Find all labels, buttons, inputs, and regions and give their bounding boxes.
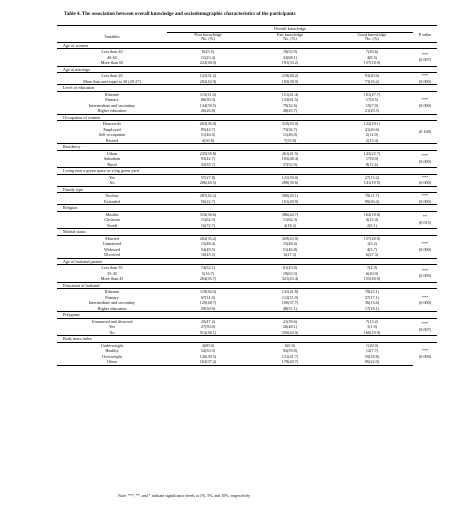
value-cell: 12(7.7): [365, 348, 379, 354]
value-cell: 2(15.4): [365, 137, 379, 143]
value-cell: 286(40.5): [199, 180, 217, 186]
section-label: Age of women: [57, 42, 437, 49]
row-label: Overweight: [102, 353, 122, 359]
value-cell: 27(50.0): [200, 324, 216, 330]
value-cell: 157(20.9): [363, 235, 381, 241]
p-value: (0.007): [418, 326, 432, 332]
value-cell: 93(42.7): [200, 156, 216, 162]
value-cell: 17(8.5): [365, 97, 379, 103]
value-cell: 141(31.2): [199, 73, 217, 79]
knowledge-column-header: Fair knowledge No. (%): [249, 32, 331, 42]
section-label: Age of husband partner: [57, 258, 437, 265]
value-cell: 112(51.9): [281, 294, 299, 300]
value-cell: 912(36.1): [199, 329, 217, 335]
value-cell: 11(46.0): [282, 132, 298, 138]
value-cell: 2(12.0): [365, 132, 379, 138]
value-cell: 263(36.0): [199, 121, 217, 127]
value-cell: 101(40.9): [281, 198, 299, 204]
value-cell: 7(53.8): [283, 137, 297, 143]
significance-stars: ***: [421, 241, 429, 247]
value-cell: 78(23.1): [364, 289, 380, 295]
value-cell: 48(51.1): [282, 305, 298, 311]
significance-stars: ***: [421, 174, 429, 180]
row-label: Yes: [108, 174, 116, 180]
p-value-header: P value: [413, 32, 437, 42]
value-cell: 54(49.5): [200, 246, 216, 252]
row-label: Widowed: [103, 246, 121, 252]
value-cell: 96(22.0): [331, 359, 413, 365]
variables-header: Variables: [57, 32, 167, 42]
value-cell: 19(63.3): [282, 270, 298, 276]
value-cell: 300(45.1): [281, 193, 299, 199]
row-label: Yes: [108, 324, 116, 330]
value-cell: 1(1.9): [366, 324, 378, 330]
significance-stars: ***: [421, 321, 429, 327]
p-value-cell: [413, 174, 437, 186]
value-cell: 74(52.1): [200, 265, 216, 271]
value-cell: 73(16.2): [364, 78, 380, 84]
value-cell: 261(41.5): [281, 150, 299, 156]
row-label: Illiterate: [104, 91, 120, 97]
p-value: (0.007): [418, 57, 432, 63]
knowledge-column-header: Poor knowledge No. (%): [167, 32, 249, 42]
column-header-row: [57, 32, 437, 42]
p-value: (0.000): [418, 102, 432, 108]
value-cell: 41(20.6): [364, 126, 380, 132]
p-value: (0.000): [418, 273, 432, 279]
significance-stars: ***: [421, 51, 429, 57]
table-title: Table 4. The association between overall knowledge and sociodemographic characteristics of the participants: [64, 12, 296, 17]
p-value-cell: [413, 49, 437, 67]
value-cell: 287(42.2): [199, 193, 217, 199]
knowledge-table: [57, 25, 437, 366]
value-cell: 160(19.9): [363, 329, 381, 335]
value-cell: 37(17.1): [364, 294, 380, 300]
p-value-cell: [413, 342, 437, 365]
row-label: Primary: [105, 294, 119, 300]
row-label: Intermediate and secondary: [88, 102, 136, 108]
value-cell: 223(38.9): [199, 60, 217, 66]
section-label: Body mass index: [57, 336, 437, 343]
row-label: Housewife: [102, 121, 122, 127]
value-cell: 4(15.4): [365, 217, 379, 223]
value-cell: 178(40.7): [249, 359, 331, 365]
value-cell: 356(44.0): [281, 329, 299, 335]
value-cell: 27(13.2): [364, 174, 380, 180]
row-label: Primary: [105, 97, 119, 103]
value-cell: 92(59.0): [282, 348, 298, 354]
value-cell: 32(68.1): [282, 54, 298, 60]
value-cell: 101(27.7): [363, 91, 381, 97]
row-label: Higher education: [97, 305, 127, 311]
value-cell: 6(27.3): [365, 252, 379, 258]
row-label: 40-65: [107, 54, 117, 60]
row-label: Less than 20: [101, 73, 123, 79]
p-value: (0.000): [418, 246, 432, 252]
value-cell: 21(29.5): [364, 108, 380, 114]
value-cell: 316(36.6): [199, 211, 217, 217]
significance-stars: ***: [421, 348, 429, 354]
value-cell: 61(43.0): [282, 265, 298, 271]
value-cell: 90(36.4): [364, 198, 380, 204]
value-cell: 26(48.1): [282, 324, 298, 330]
value-cell: 8(11.4): [365, 161, 379, 167]
value-cell: 17(18.1): [364, 305, 380, 311]
value-cell: 6(27.3): [283, 252, 297, 258]
row-label: Unmarried: [102, 241, 122, 247]
p-value: (0.000): [418, 300, 432, 306]
value-cell: 113(31.0): [199, 91, 217, 97]
row-label: Employed: [103, 126, 121, 132]
value-cell: 67(31.0): [200, 294, 216, 300]
significance-stars: ***: [421, 97, 429, 103]
value-cell: 36(13.6): [364, 300, 380, 306]
p-value-cell: [413, 121, 437, 144]
significance-stars: ***: [421, 193, 429, 199]
value-cell: 144(59.5): [199, 102, 217, 108]
value-cell: 280(39.6): [281, 180, 299, 186]
row-label: Rural: [107, 161, 117, 167]
value-cell: 59(18.8): [364, 353, 380, 359]
p-value: (0.000): [418, 198, 432, 204]
value-cell: 321(43.4): [281, 276, 299, 282]
value-cell: 93(20.6): [364, 73, 380, 79]
p-value: (0.000): [418, 180, 432, 186]
value-cell: 264(35.7): [199, 276, 217, 282]
value-cell: 4(30.8): [201, 137, 215, 143]
row-label: Unmarried and divorced: [91, 318, 133, 324]
value-cell: 264(35.2): [199, 235, 217, 241]
value-cell: 151(41.4): [281, 91, 299, 97]
value-cell: 0(0.0): [284, 342, 296, 348]
table-row: [57, 359, 437, 365]
value-cell: 225(35.8): [199, 150, 217, 156]
value-cell: 19(7.9): [365, 102, 379, 108]
table-footnote: Note: ***, **, and * indicate significance levels at 1%, 5%, and 10%, respectively.: [118, 493, 251, 498]
row-label: 35-45: [107, 270, 117, 276]
p-value-cell: [413, 73, 437, 85]
p-value-cell: [413, 211, 437, 229]
value-cell: 121(59.0): [281, 174, 299, 180]
p-value-cell: [413, 265, 437, 283]
significance-stars: ***: [421, 73, 429, 79]
value-cell: 9(25.5): [201, 49, 215, 55]
value-cell: 329(43.9): [281, 235, 299, 241]
row-label: Less than 40: [101, 49, 123, 55]
section-label: Polygamy: [57, 312, 437, 319]
value-cell: 26(26.8): [200, 108, 216, 114]
significance-stars: ***: [421, 294, 429, 300]
row-label: No: [109, 329, 115, 335]
section-label: Family type: [57, 186, 437, 193]
row-label: Healthy: [105, 348, 119, 354]
value-cell: 17(8.0): [365, 156, 379, 162]
row-label: Christian: [104, 217, 120, 223]
section-label: Age at marriage: [57, 66, 437, 73]
value-cell: 11(62.3): [200, 217, 216, 223]
section-label: Marital status: [57, 229, 437, 236]
value-cell: 4(18.2): [283, 222, 297, 228]
overall-knowledge-header: Overall knowledge: [167, 26, 413, 33]
value-cell: 4(80.0): [201, 342, 215, 348]
value-cell: 103(48.4): [281, 156, 299, 162]
value-cell: 118(36.0): [199, 289, 217, 295]
section-label: Education of husband: [57, 282, 437, 289]
value-cell: 123(61.5): [281, 97, 299, 103]
value-cell: 2(9.1): [366, 222, 378, 228]
significance-stars: **: [422, 214, 428, 220]
p-value: (0.015): [418, 219, 432, 225]
value-cell: 183(38.9): [281, 78, 299, 84]
value-cell: 1(20.0): [365, 342, 379, 348]
value-cell: 202(42.9): [199, 78, 217, 84]
value-cell: 79(32.6): [282, 102, 298, 108]
section-label: Living near a green space or a big green yard: [57, 168, 437, 175]
value-cell: 155(20.9): [363, 276, 381, 282]
value-cell: 122(18.1): [363, 121, 381, 127]
value-cell: 37(52.9): [282, 161, 298, 167]
value-cell: 73(36.7): [282, 126, 298, 132]
row-label: Self-occupation: [98, 132, 126, 138]
value-cell: 85(42.7): [200, 126, 216, 132]
value-cell: 7(20.6): [365, 49, 379, 55]
section-label: Level of education: [57, 85, 437, 92]
p-value-cell: [413, 150, 437, 168]
value-cell: 7(13.2): [365, 318, 379, 324]
row-label: No: [109, 180, 115, 186]
value-cell: 56(22.7): [200, 198, 216, 204]
value-cell: 25(47.2): [200, 318, 216, 324]
significance-stars: ***: [421, 153, 429, 159]
row-label: Extended: [104, 198, 120, 204]
p-value: (0.000): [418, 78, 432, 84]
row-label: Muslim: [105, 211, 119, 217]
value-cell: 163(37.2): [167, 359, 249, 365]
value-cell: 7(4.9): [366, 265, 378, 271]
row-label: Obese: [57, 359, 167, 365]
value-cell: 100(37.7): [281, 300, 299, 306]
row-label: Yezidi: [106, 222, 118, 228]
row-label: Suburban: [103, 156, 121, 162]
row-label: Intermediate and secondary: [88, 300, 136, 306]
value-cell: 126(39.5): [199, 353, 217, 359]
value-cell: 52(33.3): [200, 348, 216, 354]
p-value-cell: [413, 235, 437, 258]
value-cell: 48(45.7): [282, 108, 298, 114]
row-label: Retired: [105, 137, 119, 143]
p-value: (0.000): [418, 158, 432, 164]
row-label: Divorced: [104, 252, 120, 258]
value-cell: 11(46.0): [200, 132, 216, 138]
value-cell: 6(20.0): [365, 270, 379, 276]
value-cell: 15(48.4): [282, 241, 298, 247]
value-cell: 15(48.4): [200, 241, 216, 247]
value-cell: 143(22.7): [363, 150, 381, 156]
row-label: Married: [105, 235, 119, 241]
value-cell: 191(33.2): [281, 60, 299, 66]
value-cell: 4(8.5): [366, 54, 378, 60]
row-label: More than 65: [100, 60, 124, 66]
section-label: Residency: [57, 144, 437, 151]
significance-stars: ***: [421, 267, 429, 273]
p-value-cell: [413, 91, 437, 114]
section-label: Religion: [57, 205, 437, 212]
p-value-cell: [413, 318, 437, 336]
value-cell: 310(45.9): [281, 121, 299, 127]
p-value-cell: [413, 193, 437, 205]
value-cell: 21(39.6): [282, 318, 298, 324]
value-cell: 16(72.7): [200, 222, 216, 228]
value-cell: 157(18.9): [363, 60, 381, 66]
value-cell: 121(41.7): [281, 353, 299, 359]
value-cell: 162(18.8): [363, 211, 381, 217]
row-label: Illiterate: [104, 289, 120, 295]
value-cell: 10(45.5): [200, 252, 216, 258]
value-cell: 57(27.8): [200, 174, 216, 180]
value-cell: 5(16.7): [201, 270, 215, 276]
row-label: Urban: [106, 150, 118, 156]
value-cell: 4(3.7): [366, 246, 378, 252]
value-cell: 51(46.8): [282, 246, 298, 252]
row-label: More than 45: [100, 276, 124, 282]
value-cell: 1(3.2): [366, 241, 378, 247]
value-cell: 129(48.7): [199, 300, 217, 306]
p-value-cell: [413, 289, 437, 312]
section-label: Occupation of women: [57, 114, 437, 121]
value-cell: 386(44.7): [281, 211, 299, 217]
row-label: Higher education: [97, 108, 127, 114]
knowledge-column-header: Good knowledge No. (%): [331, 32, 413, 42]
value-cell: 25(35.7): [200, 161, 216, 167]
row-label: More than and equal to 20 (20-27): [83, 78, 141, 84]
p-value: (0.000): [418, 353, 432, 359]
value-cell: 141(41.8): [281, 289, 299, 295]
value-cell: 218(48.2): [281, 73, 299, 79]
value-cell: 29(30.9): [200, 305, 216, 311]
value-cell: 141(19.9): [363, 180, 381, 186]
value-cell: 11(23.4): [200, 54, 216, 60]
value-cell: 78(11.7): [364, 193, 380, 199]
row-label: Less than 35: [101, 265, 123, 271]
value-cell: 11(62.3): [282, 217, 298, 223]
value-cell: 18(52.9): [282, 49, 298, 55]
row-label: Nuclear: [105, 193, 119, 199]
value-cell: 60(30.3): [200, 97, 216, 103]
row-label: Underweight: [101, 342, 123, 348]
p-value: (0.168): [418, 129, 432, 135]
